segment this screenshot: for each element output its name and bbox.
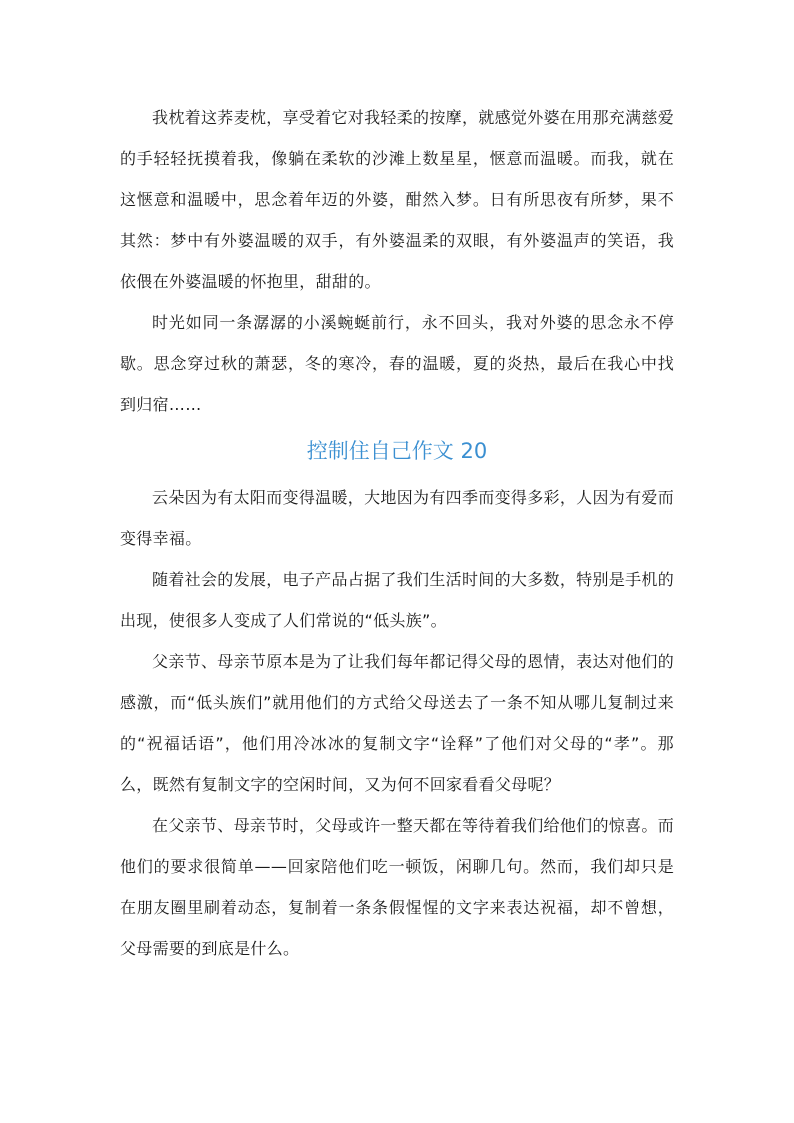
paragraph: 我枕着这荞麦枕，享受着它对我轻柔的按摩，就感觉外婆在用那充满慈爱的手轻轻抚摸着我，像躺在柔软的沙滩上数星星，惬意而温暖。而我，就在这惬意和温暖中，思念着年迈的外婆，酣然入梦。日有所思夜有所梦，果不其然：梦中有外婆温暖的双手，有外婆温柔的双眼，有外婆温声的笑语，我依偎在外婆温暖的怀抱里，甜甜的。	[120, 108, 674, 291]
paragraph: 父亲节、母亲节原本是为了让我们每年都记得父母的恩情，表达对他们的感激，而“低头族们”就用他们的方式给父母送去了一条不知从哪儿复制过来的“祝福话语”，他们用冷冰冰的复制文字“诠释”了他们对父母的“孝”。那么，既然有复制文字的空闲时间，又为何不回家看看父母呢？	[120, 652, 674, 794]
document-page	[120, 97, 674, 969]
section-heading: 控制住自己作文 20	[306, 439, 488, 463]
paragraph: 在父亲节、母亲节时，父母或许一整天都在等待着我们给他们的惊喜。而他们的要求很简单——回家陪他们吃一顿饭，闲聊几句。然而，我们却只是在朋友圈里刷着动态，复制着一条条假惺惺的文字来表达祝福，却不曾想，父母需要的到底是什么。	[120, 816, 674, 958]
paragraph: 时光如同一条潺潺的小溪蜿蜒前行，永不回头，我对外婆的思念永不停歇。思念穿过秋的萧瑟，冬的寒冷，春的温暖，夏的炎热，最后在我心中找到归宿……	[120, 313, 674, 414]
paragraph: 随着社会的发展，电子产品占据了我们生活时间的大多数，特别是手机的出现，使很多人变成了人们常说的“低头族”。	[120, 570, 674, 630]
paragraph: 云朵因为有太阳而变得温暖，大地因为有四季而变得多彩，人因为有爱而变得幸福。	[120, 488, 674, 548]
